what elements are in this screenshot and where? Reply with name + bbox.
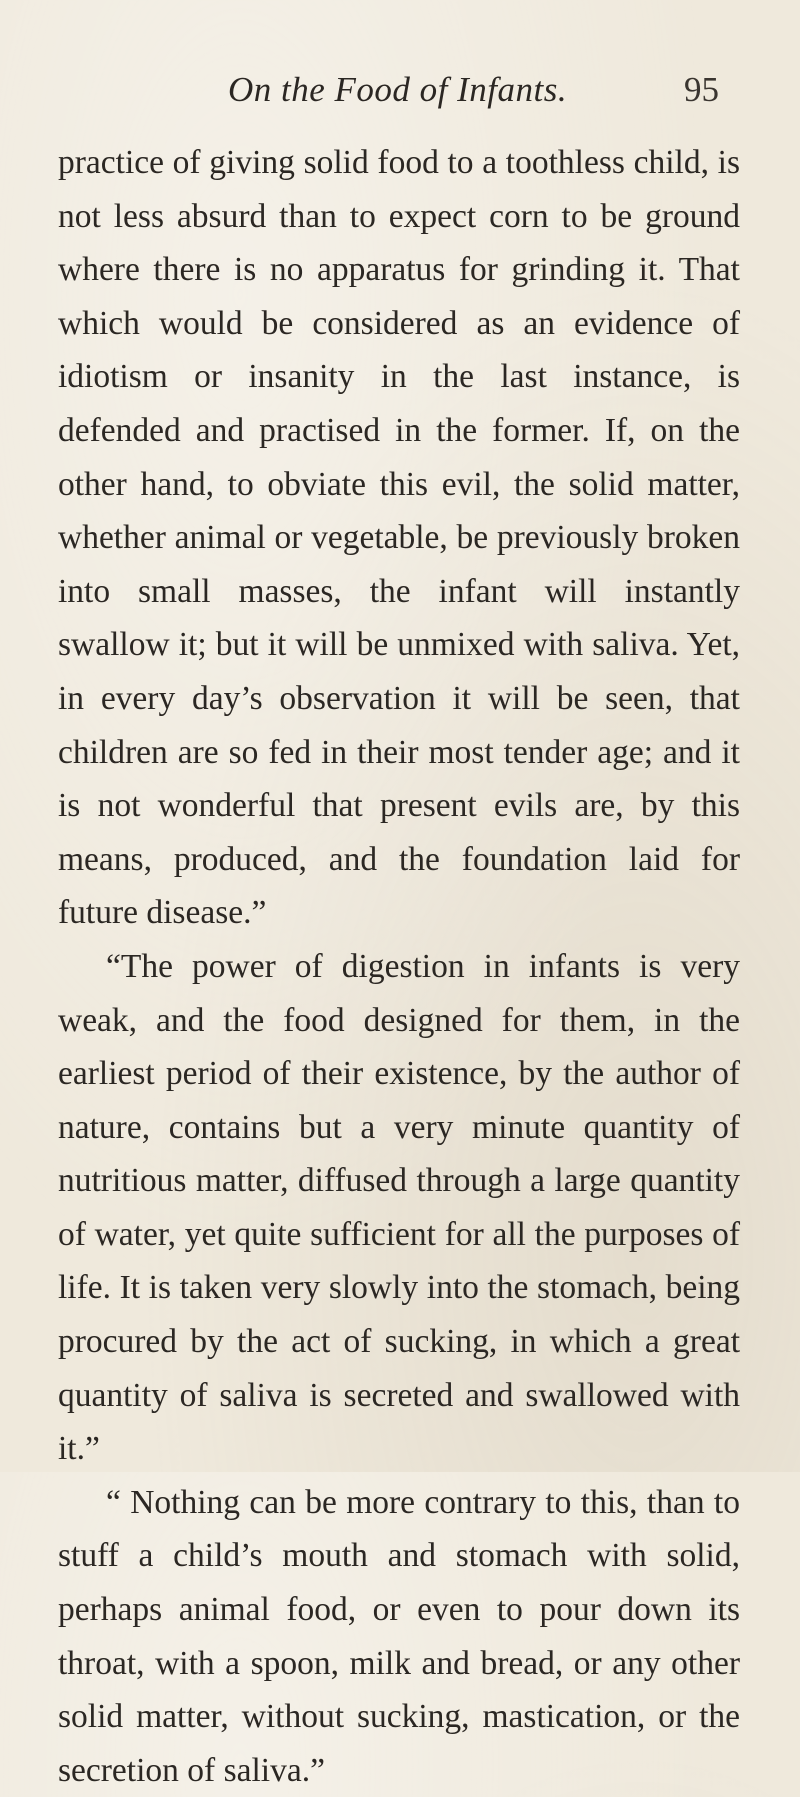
paragraph-digestion: “The power of digestion in infants is very weak, and the food designed for them, in the earliest period of their existence, by the author of nature, contains but a very minute quantity of nutritious matter, diffused through a large quantity of water, yet quite sufficient for all the purposes of life. It is taken very slowly into the stomach, being procured by the act of sucking, in which a great quantity of saliva is secreted and swallowed with it.” [58, 947, 740, 1468]
paragraph-continuation: practice of giving solid food to a toothless child, is not less absurd than to expect corn to be ground where there is no apparatus for grinding it. That which would be considered as an evidence of idiotism or insanity in the last instance, is defended and practised in the former. If, on the other hand, to obviate this evil, the solid matter, whether animal or vegetable, be previously broken into small masses, the infant will instantly swallow it; but it will be unmixed with saliva. Yet, in every day’s observation it will be seen, that children are so fed in their most tender age; and it is not wonderful that present evils are, by this means, produced, and the foundation laid for future disease.” [58, 144, 740, 932]
running-title: On the Food of Infants. [228, 70, 568, 109]
paragraph-nothing-contrary: “ Nothing can be more contrary to this, than to stuff a child’s mouth and stomach with solid, perhaps animal food, or even to pour down its throat, with a spoon, milk and bread, or any other solid matter, without sucking, mastication, or the secretion of saliva.” [58, 1483, 740, 1789]
page-number: 95 [684, 70, 719, 109]
body-text [58, 136, 740, 1797]
running-head [0, 70, 800, 120]
